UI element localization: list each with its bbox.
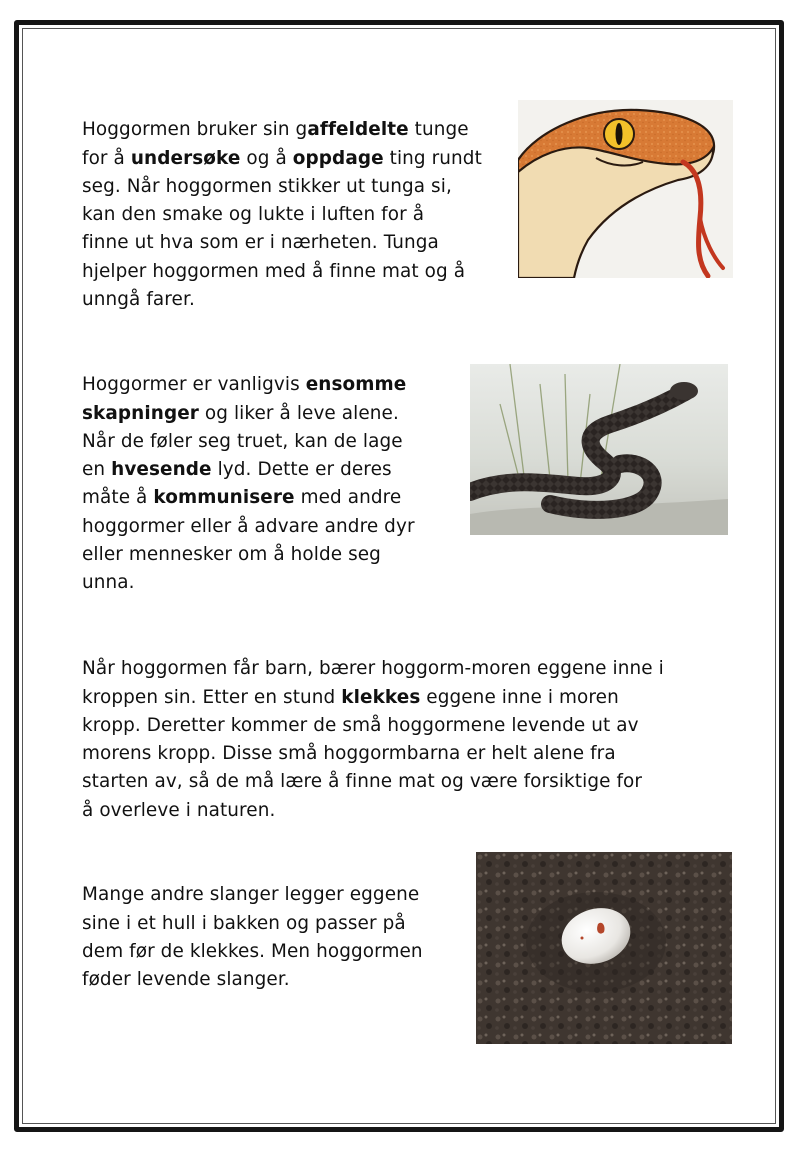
paragraph-hissing [82,343,462,598]
bold-term: klekkes [341,686,421,708]
adder-photo [470,364,728,535]
bold-term: undersøke [130,147,241,169]
text-run: og å [240,147,293,169]
egg-photo [476,852,732,1044]
text-run: Når hoggormen får barn, bærer hoggorm-moren eggene inne i kroppen sin. Etter en stund [82,658,664,708]
text-run: med andre hoggormer eller å advare andre dyr eller mennesker om å holde seg unna. [82,487,415,594]
bold-term: oppdage [292,147,384,169]
paragraph-eggs [82,853,462,994]
bold-term: affeldelte [307,119,409,141]
text-run: Hoggormer er vanligvis [82,374,306,396]
text-run: lyd. Dette er deres måte å [82,459,392,509]
snake-head-illustration [518,100,733,278]
text-run: ting rundt seg. Når hoggormen stikker ut tunga si, kan den smake og lukte i luften for å finne ut hva som er i nærheten. Tunga hjelper hoggormen med å finne mat og å unngå farer. [82,147,482,311]
text-run: Mange andre slanger legger eggene sine i et hull i bakken og passer på dem før de klekkes. Men hoggormen føder levende slanger. [82,884,423,991]
text-run: og liker å leve alene. Når de føler seg truet, kan de lage en [82,402,403,481]
paragraph-tongue [82,88,512,314]
text-run: tunge for å [82,119,469,169]
text-run: Hoggormen bruker sin g [82,119,308,141]
bold-term: kommunisere [153,487,295,509]
text-run: eggene inne i moren kropp. Deretter kommer de små hoggormene levende ut av morens kropp. Disse små hoggormbarna er helt alene fra starten av, så de må lære å finne mat og være forsiktige for å overleve i naturen. [82,686,643,821]
bold-term: ensomme skapninger [82,374,407,424]
bold-term: hvesende [111,459,212,481]
paragraph-birth [82,627,742,825]
